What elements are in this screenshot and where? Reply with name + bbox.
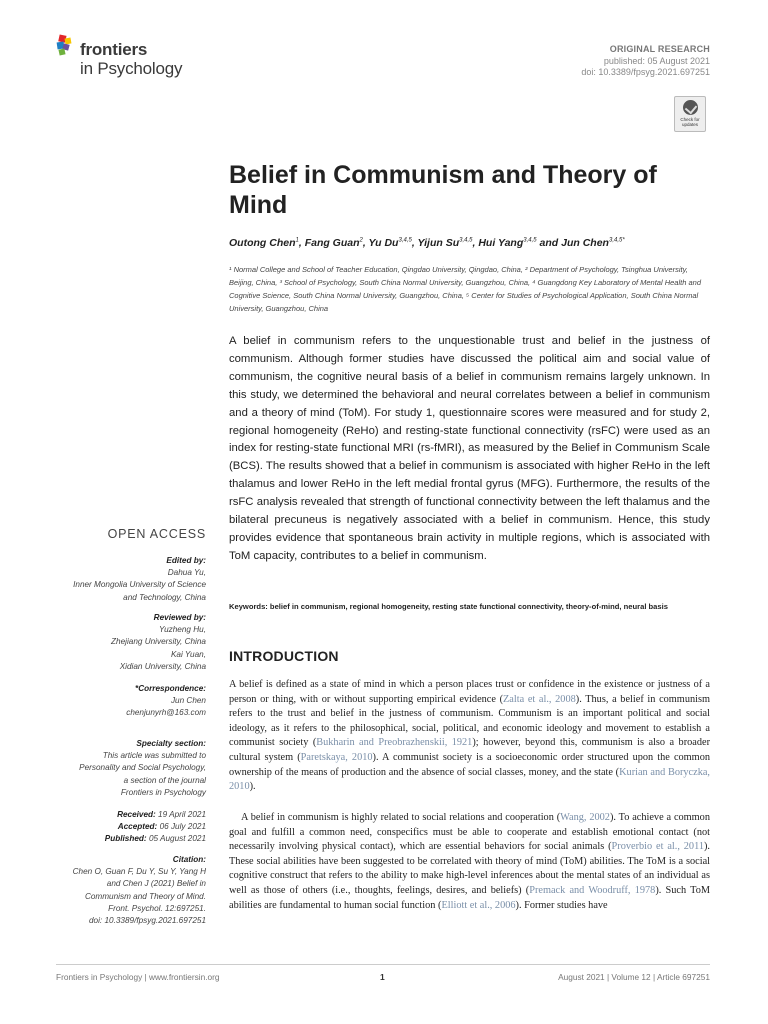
footer-issue-info: August 2021 | Volume 12 | Article 697251 bbox=[558, 972, 710, 982]
footer-divider bbox=[56, 964, 710, 965]
check-for-updates-icon bbox=[683, 100, 698, 115]
edited-by-line: and Technology, China bbox=[123, 592, 206, 602]
frontiers-logo-icon bbox=[56, 34, 80, 58]
article-title: Belief in Communism and Theory of Mind bbox=[229, 161, 657, 219]
check-for-updates-label: Check for updates bbox=[680, 117, 700, 127]
author-name[interactable]: Outong Chen bbox=[229, 237, 296, 249]
open-access-label: OPEN ACCESS bbox=[107, 527, 206, 541]
reviewed-by-label: Reviewed by: bbox=[153, 613, 206, 622]
specialty-line: Personality and Social Psychology, bbox=[79, 763, 206, 773]
correspondence-email[interactable]: chenjunyrh@163.com bbox=[126, 708, 206, 718]
reviewer-line: Xidian University, China bbox=[119, 661, 206, 671]
section-heading-introduction: INTRODUCTION bbox=[229, 648, 339, 664]
reviewed-by-block bbox=[40, 612, 206, 673]
correspondence-block bbox=[40, 683, 206, 720]
citation-line: Communism and Theory of Mind. bbox=[84, 891, 206, 901]
journal-name-line1: frontiers bbox=[80, 40, 148, 59]
specialty-line: This article was submitted to bbox=[102, 751, 206, 761]
received-date: Received: 19 April 2021 bbox=[117, 810, 206, 819]
citation-label: Citation: bbox=[172, 855, 206, 864]
author-name[interactable]: Yijun Su bbox=[417, 237, 460, 249]
keywords: Keywords: belief in communism, regional homogeneity, resting state functional connectivity, theory-of-mind, neural basis bbox=[229, 602, 668, 611]
journal-name-line2: in Psychology bbox=[80, 59, 183, 78]
citation-line: Chen O, Guan F, Du Y, Su Y, Yang H bbox=[72, 867, 206, 877]
author-name[interactable]: Jun Chen bbox=[561, 237, 609, 249]
citation-link[interactable]: Zalta et al., 2008 bbox=[503, 693, 576, 705]
affiliations: ¹ Normal College and School of Teacher Education, Qingdao University, Qingdao, China, ² Department of Psychology, Tsinghua University, Beijing, China, ³ School of Psychology, South China Normal University, Guangzhou, China, ⁴ Guangdong Key Laboratory of Mental Health and Cognitive Science, South China Normal University, Guangzhou, China, ⁵ Center for Studies of Psychological Application, South China Normal University, Guangzhou, China bbox=[229, 265, 701, 313]
article-type: ORIGINAL RESEARCH bbox=[609, 44, 710, 54]
journal-logo[interactable] bbox=[56, 32, 216, 80]
edited-by-line: Dahua Yu, bbox=[167, 568, 206, 578]
author-name[interactable]: Fang Guan bbox=[304, 237, 360, 249]
author-affiliation-marker: 2 bbox=[359, 237, 363, 244]
reviewer-line: Yuzheng Hu, bbox=[158, 625, 206, 635]
correspondence-label: *Correspondence: bbox=[135, 684, 206, 693]
abstract: A belief in communism refers to the unquestionable trust and belief in the justness of communism. Although former studies have discussed the political aim and social value of communism, the cognitive neural basis of a belief in communism remains largely unknown. In this study, we determined the behavioral and neural correlates between a belief in communism and a theory of mind (ToM). For study 1, questionnaire scores were measured and for study 2, regional homogeneity (ReHo) and resting-state functional connectivity (rsFC) were used as an index for resting-state functional MRI (rs-fMRI), as measured by the Belief in Communism Scale (BCS). The results showed that a belief in communism is associated with higher ReHo in the left thalamus and lower ReHo in the left medial frontal gyrus (MFG). Furthermore, the results of the rsFC analysis revealed that strength of functional connectivity between the left thalamus and the bilateral precuneus is negatively associated with a belief in communism. Hence, this study provides evidence that spontaneous brain activity in multiple regions, which is associated with ToM capacity, contributes to a belief in communism. bbox=[229, 335, 710, 562]
accepted-date: Accepted: 06 July 2021 bbox=[117, 822, 206, 832]
specialty-section-block bbox=[40, 738, 206, 799]
edited-by-line: Inner Mongolia University of Science bbox=[73, 580, 206, 590]
author-list: Outong Chen$^1$, Fang Guan$^2$, Yu Du$^{3,4,5}$, Yijun Su$^{3,4,5}$, Hui Yang$^{3,4,5}$ and Jun Chen$^{3,4,5*}$ bbox=[229, 237, 625, 249]
citation-link[interactable]: Elliott et al., 2006 bbox=[441, 899, 516, 911]
citation-doi[interactable]: doi: 10.3389/fpsyg.2021.697251 bbox=[89, 916, 206, 926]
citation-link[interactable]: Wang, 2002 bbox=[560, 812, 610, 823]
author-affiliation-marker: 1 bbox=[295, 237, 299, 244]
author-affiliation-marker: 3,4,5 bbox=[459, 237, 473, 244]
author-name[interactable]: Hui Yang bbox=[478, 237, 524, 249]
specialty-line: Frontiers in Psychology bbox=[120, 787, 206, 797]
author-affiliation-marker: 3,4,5 bbox=[398, 237, 412, 244]
reviewer-line: Kai Yuan, bbox=[170, 649, 206, 659]
reviewer-line: Zhejiang University, China bbox=[111, 637, 206, 647]
citation-line: Front. Psychol. 12:697251. bbox=[108, 903, 206, 913]
correspondence-name: Jun Chen bbox=[170, 696, 206, 706]
body-paragraph-2: A belief in communism is highly related to social relations and cooperation (Wang, 2002). To achieve a common goal and fulfill a common need, conspecifics must be able to cooperate and establish emotional contact (not necessarily involving physical contact), which are essential behaviors for social animals (Proverbio et al., 2011). These social abilities have been suggested to be correlated with theory of mind (ToM) abilities. The ToM is a social cognitive construct that refers to the ability to make high-level inferences about the mental states of an individual as well as those of others (i.e., thoughts, feelings, desires, and beliefs) (Premack and Woodruff, 1978). Such ToM abilities are fundamental to human social function (Elliott et al., 2006). Former studies have bbox=[229, 812, 711, 911]
author-affiliation-marker: 3,4,5* bbox=[608, 237, 625, 244]
check-for-updates-button[interactable] bbox=[674, 96, 706, 132]
published-date: published: 05 August 2021 bbox=[603, 56, 710, 66]
article-doi[interactable]: doi: 10.3389/fpsyg.2021.697251 bbox=[581, 67, 710, 77]
citation-line: and Chen J (2021) Belief in bbox=[106, 879, 206, 889]
published-date-side: Published: 05 August 2021 bbox=[104, 834, 206, 844]
dates-block bbox=[40, 809, 206, 846]
footer-journal-link[interactable]: Frontiers in Psychology | www.frontiersin.org bbox=[56, 972, 220, 982]
edited-by-label: Edited by: bbox=[166, 556, 206, 565]
author-affiliation-marker: 3,4,5 bbox=[523, 237, 537, 244]
citation-link[interactable]: Paretskaya, 2010 bbox=[300, 751, 373, 763]
specialty-line: a section of the journal bbox=[123, 775, 206, 785]
citation-link[interactable]: Proverbio et al., 2011 bbox=[611, 841, 704, 853]
specialty-section-label: Specialty section: bbox=[136, 739, 206, 748]
citation-link[interactable]: Premack and Woodruff, 1978 bbox=[529, 884, 656, 896]
page-number: 1 bbox=[380, 972, 385, 982]
body-paragraph-1: A belief is defined as a state of mind in which a person places trust or confidence in the existence or justness of a person or thing, with or without supporting empirical evidence (Zalta et al., 2008). Thus, a belief in communism refers to the trust and belief in the justness of communism. Communism is an important political and social ideology, as it refers to the philosophical, social, political, and economic ideology and movement to establish a communist society (Bukharin and Preobrazhenskii, 1921); however, beyond this, communism is also a broader cultural system (Paretskaya, 2010). A communist society is a socioeconomic order structured upon the common ownership of the means of production and the absence of social classes, money, and the state (Kurian and Boryczka, 2010). bbox=[229, 679, 710, 793]
edited-by-block bbox=[40, 555, 206, 604]
citation-link[interactable]: Kurian and Boryczka, 2010 bbox=[229, 766, 710, 793]
author-name[interactable]: Yu Du bbox=[368, 237, 399, 249]
citation-link[interactable]: Bukharin and Preobrazhenskii, 1921 bbox=[316, 737, 473, 749]
citation-block bbox=[40, 854, 206, 927]
